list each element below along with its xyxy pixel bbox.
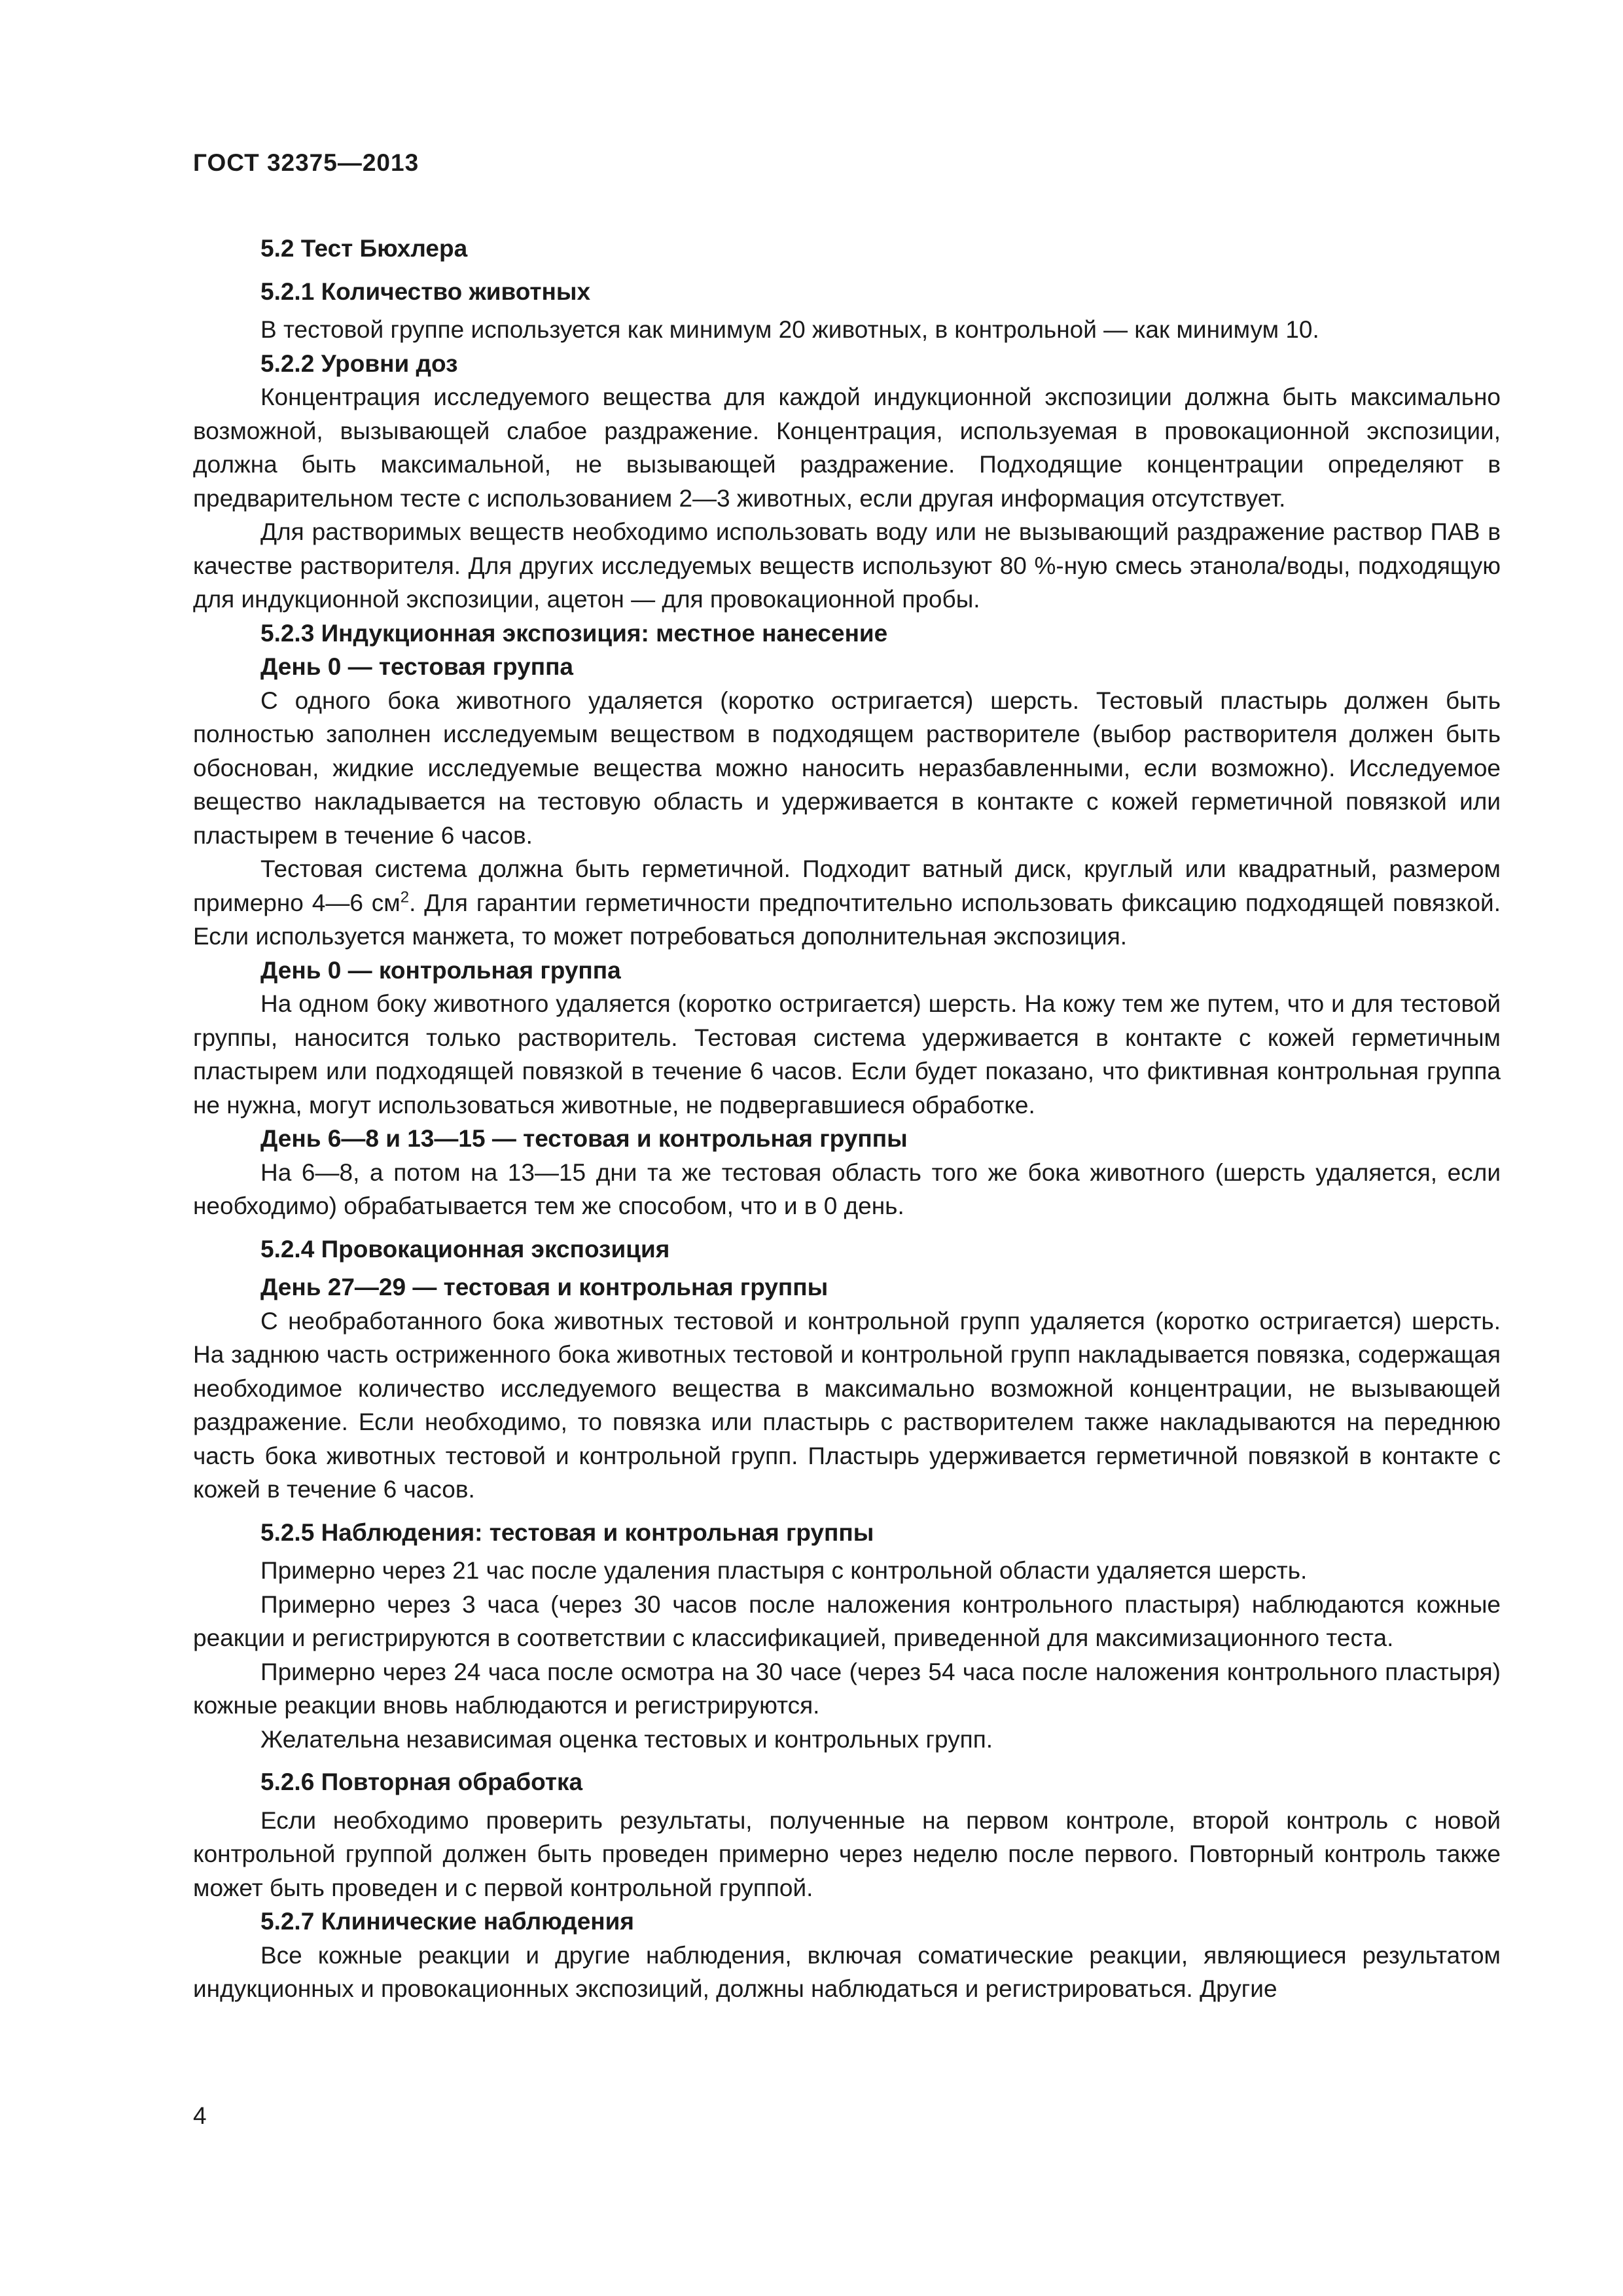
section-heading-text: День 0 — тестовая группа <box>260 653 574 680</box>
paragraph <box>193 515 1501 617</box>
paragraph-text: В тестовой группе используется как минимум 20 животных, в контрольной — как минимум 10. <box>260 316 1319 343</box>
section-heading-text: День 0 — контрольная группа <box>260 956 621 984</box>
paragraph <box>193 987 1501 1122</box>
paragraph-text: С необработанного бока животных тестовой и контрольной групп удаляется (коротко остригается) шерсть. На заднюю часть остриженного бока животных тестовой и контрольной групп накладывается повязка, содержащая необходимое количество исследуемого вещества в максимально возможной концентрации, не вызывающей раздражение. Если необходимо, то повязка или пластырь с растворителем также накладываются на переднюю часть бока животных тестовой и контрольной групп. Пластырь удерживается герметичной повязкой в контакте с кожей в течение 6 часов. <box>193 1307 1501 1503</box>
paragraph <box>193 684 1501 853</box>
paragraph <box>193 1939 1501 2006</box>
section-heading <box>193 1232 1501 1266</box>
paragraph <box>193 313 1501 347</box>
paragraph <box>193 380 1501 515</box>
paragraph-text: На одном боку животного удаляется (коротко остригается) шерсть. На кожу тем же путем, что и для тестовой группы, наносится только растворитель. Тестовая система удерживается в контакте с кожей герметичным пластырем или подходящей повязкой в течение 6 часов. Если будет показано, что фиктивная контрольная группа не нужна, могут использоваться животные, не подвергавшиеся обработке. <box>193 990 1501 1119</box>
section-heading-text: 5.2.3 Индукционная экспозиция: местное нанесение <box>260 619 888 647</box>
paragraph-text: Если необходимо проверить результаты, полученные на первом контроле, второй контроль с новой контрольной группой должен быть проведен примерно через неделю после первого. Повторный контроль также может быть проведен и с первой контрольной группой. <box>193 1806 1501 1901</box>
paragraph-text-tail: . Для гарантии герметичности предпочтительно использовать фиксацию подходящей повязкой. Если используется манжета, то может потребоваться дополнительная экспозиция. <box>193 889 1501 950</box>
section-heading <box>193 650 1501 684</box>
paragraph-text: Желательна независимая оценка тестовых и контрольных групп. <box>260 1725 993 1753</box>
section-heading <box>193 617 1501 651</box>
paragraph-text: Для растворимых веществ необходимо использовать воду или не вызывающий раздражение раствор ПАВ в качестве растворителя. Для других исследуемых веществ используют 80 %-ную смесь этанола/воды, подходящую для индукционной экспозиции, ацетон — для провокационной пробы. <box>193 518 1501 613</box>
section-heading-text: 5.2.2 Уровни доз <box>260 350 458 377</box>
section-heading-text: 5.2 Тест Бюхлера <box>260 235 468 262</box>
section-heading-text: 5.2.1 Количество животных <box>260 278 591 305</box>
paragraph-text: С одного бока животного удаляется (коротко остригается) шерсть. Тестовый пластырь должен быть полностью заполнен исследуемым веществом в подходящем растворителе (выбор растворителя должен быть обоснован, жидкие исследуемые вещества можно наносить неразбавленными, если возможно). Исследуемое вещество накладывается на тестовую область и удерживается в контакте с кожей герметичной повязкой или пластырем в течение 6 часов. <box>193 687 1501 849</box>
section-heading-text: День 27—29 — тестовая и контрольная группы <box>260 1274 829 1300</box>
paragraph <box>193 1655 1501 1723</box>
paragraph-text: Примерно через 21 час после удаления пластыря с контрольной области удаляется шерсть. <box>260 1557 1308 1584</box>
paragraph <box>193 1588 1501 1655</box>
section-heading <box>193 1516 1501 1550</box>
section-heading <box>193 1765 1501 1799</box>
section-heading <box>193 1122 1501 1156</box>
paragraph-text: Примерно через 24 часа после осмотра на 30 часе (через 54 часа после наложения контрольного пластыря) кожные реакции вновь наблюдаются и регистрируются. <box>193 1658 1501 1719</box>
paragraph-text: На 6—8, а потом на 13—15 дни та же тестовая область того же бока животного (шерсть удаляется, если необходимо) обрабатывается тем же способом, что и в 0 день. <box>193 1158 1501 1219</box>
section-heading <box>193 1270 1501 1304</box>
paragraph <box>193 852 1501 954</box>
section-heading-text: 5.2.6 Повторная обработка <box>260 1768 583 1795</box>
paragraph-text: Примерно через 3 часа (через 30 часов после наложения контрольного пластыря) наблюдаются кожные реакции и регистрируются в соответствии с классификацией, приведенной для максимизационного теста. <box>193 1590 1501 1651</box>
section-heading <box>193 954 1501 988</box>
paragraph <box>193 1804 1501 1905</box>
section-heading <box>193 232 1501 266</box>
section-heading <box>193 1905 1501 1939</box>
paragraph-text: Все кожные реакции и другие наблюдения, включая соматические реакции, являющиеся результатом индукционных и провокационных экспозиций, должны наблюдаться и регистрироваться. Другие <box>193 1941 1501 2002</box>
document-body <box>193 223 1501 2006</box>
section-heading-text: 5.2.4 Провокационная экспозиция <box>260 1235 670 1263</box>
paragraph-text: Тестовая система должна быть герметичной. Подходит ватный диск, круглый или квадратный, размером примерно 4—6 см <box>193 855 1501 916</box>
section-heading-text: 5.2.7 Клинические наблюдения <box>260 1908 634 1935</box>
section-heading <box>193 347 1501 381</box>
paragraph-text: Концентрация исследуемого вещества для каждой индукционной экспозиции должна быть максимально возможной, вызывающей слабое раздражение. Концентрация, используемая в провокационной экспозиции, должна быть максимальной, не вызывающей раздражение. Подходящие концентрации определяют в предварительном тесте с использованием 2—3 животных, если другая информация отсутствует. <box>193 384 1501 512</box>
page-number: 4 <box>193 2102 207 2129</box>
section-heading-text: День 6—8 и 13—15 — тестовая и контрольная группы <box>260 1125 908 1152</box>
paragraph <box>193 1304 1501 1507</box>
paragraph <box>193 1723 1501 1757</box>
document-header: ГОСТ 32375—2013 <box>193 149 419 176</box>
section-heading <box>193 275 1501 309</box>
paragraph <box>193 1156 1501 1223</box>
superscript: 2 <box>400 888 410 906</box>
section-heading-text: 5.2.5 Наблюдения: тестовая и контрольная группы <box>260 1518 874 1546</box>
paragraph <box>193 1554 1501 1588</box>
